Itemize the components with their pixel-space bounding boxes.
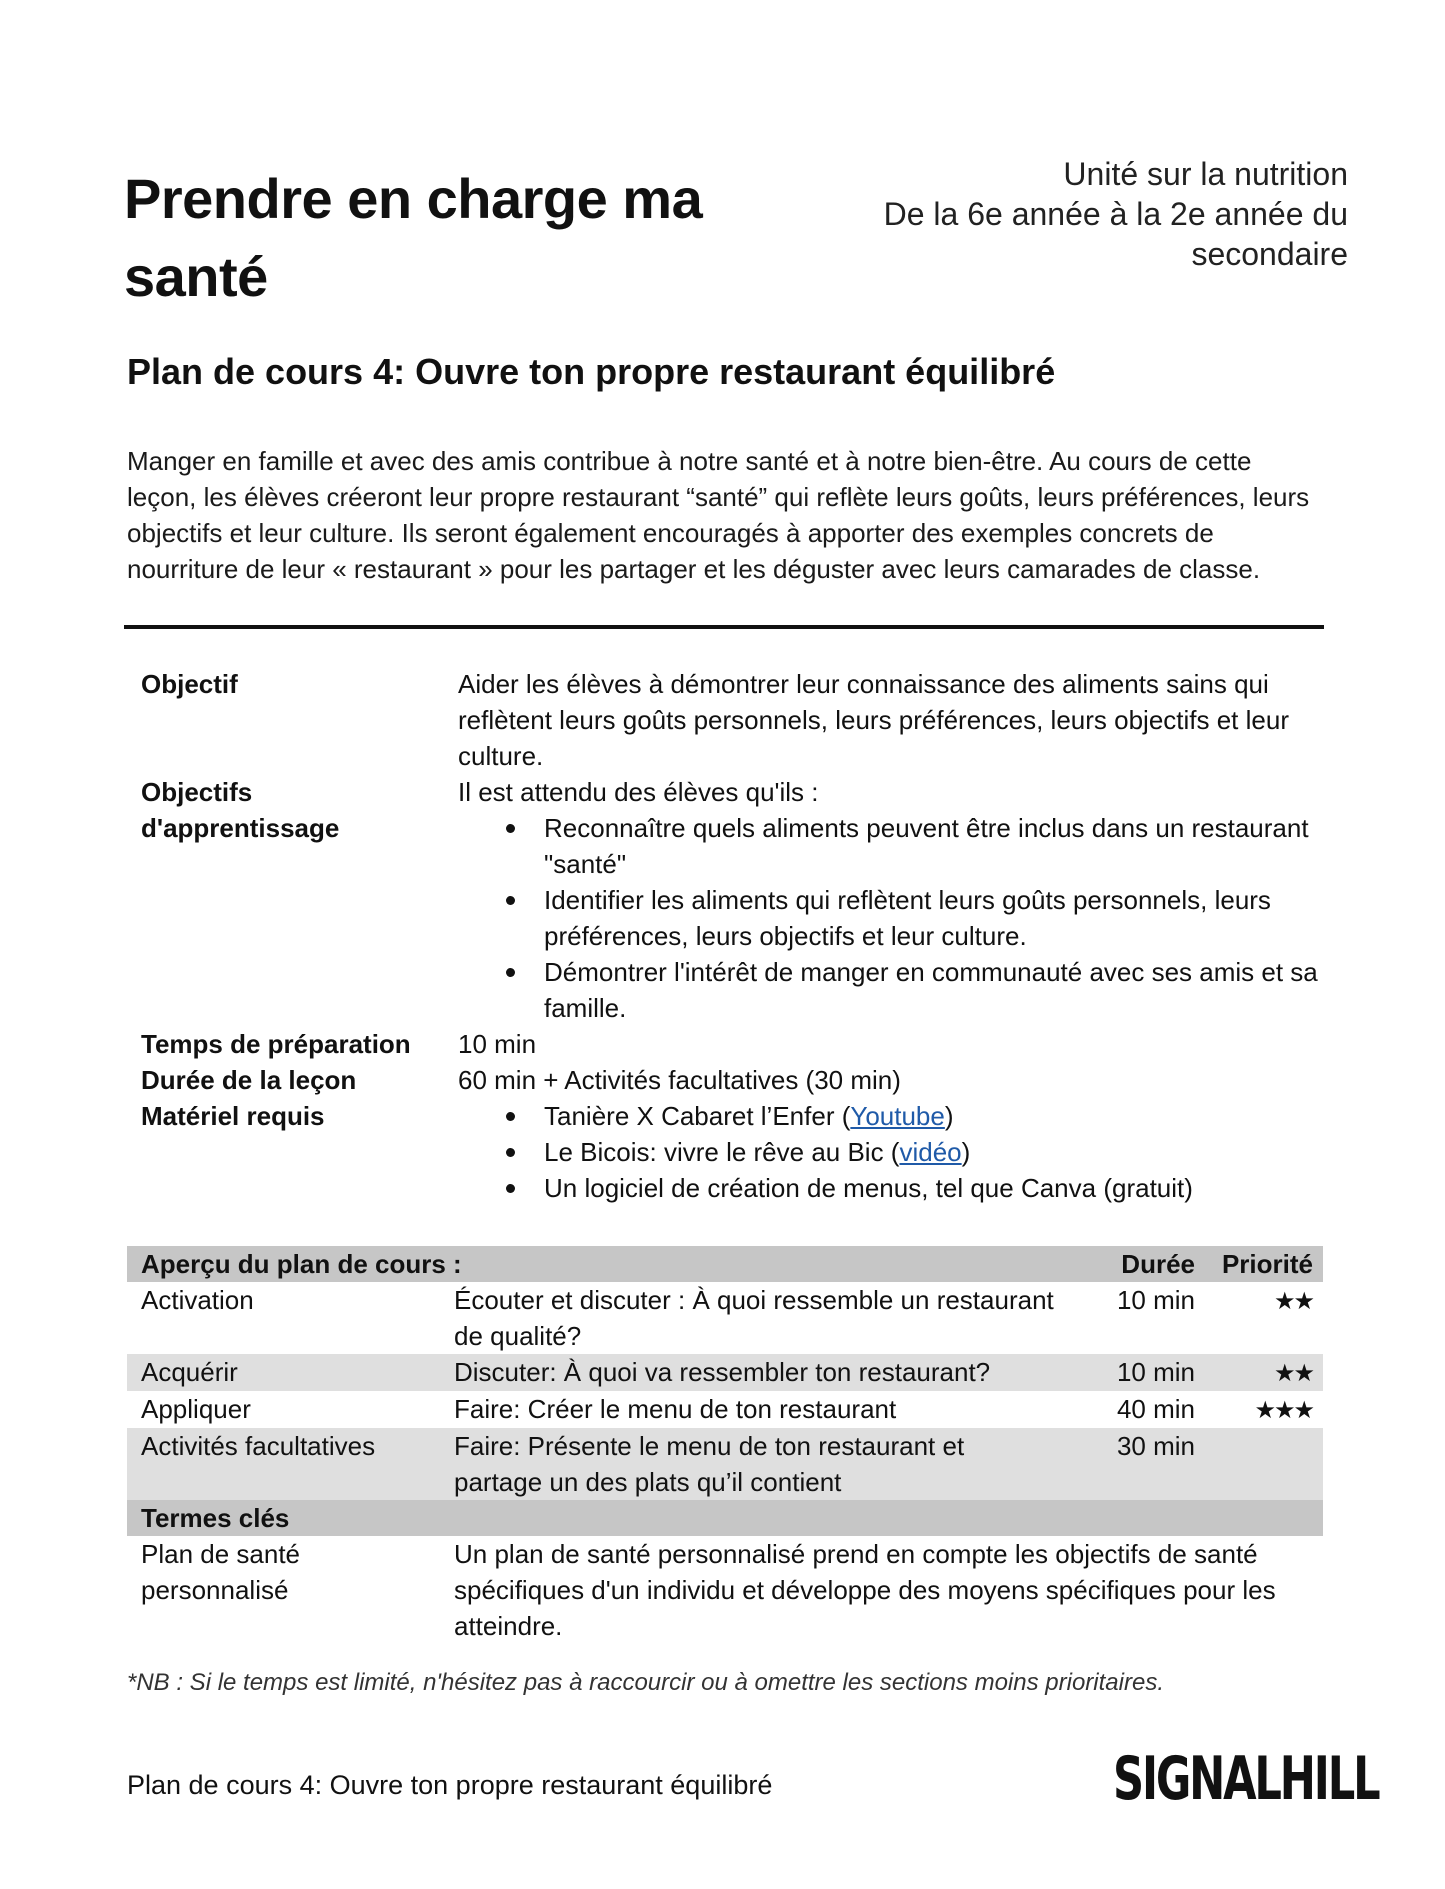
unit-info <box>788 154 1348 274</box>
duration-label: Durée de la leçon <box>141 1065 357 1095</box>
table-row <box>127 1391 1323 1428</box>
list-item: Tanière X Cabaret l’Enfer (Youtube) <box>458 1098 1321 1134</box>
lesson-info <box>141 666 1321 1206</box>
unit-line-3: secondaire <box>1191 236 1348 272</box>
table-row <box>127 1354 1323 1391</box>
plan-header-label: Aperçu du plan de cours : <box>127 1246 1057 1282</box>
priority-header: Priorité <box>1199 1246 1323 1282</box>
phase-cell: Acquérir <box>127 1354 454 1391</box>
materials-row <box>141 1098 1321 1206</box>
star-icon: ★★ <box>1273 1359 1313 1387</box>
term-definition: Un plan de santé personnalisé prend en compte les objectifs de santé spécifiques d'un individu et développe des moyens spécifiques pour les atteindre. <box>454 1539 1276 1641</box>
unit-line-2: De la 6e année à la 2e année du <box>883 196 1348 232</box>
list-item: Un logiciel de création de menus, tel que Canva (gratuit) <box>458 1170 1321 1206</box>
phase-cell: Appliquer <box>141 1394 251 1424</box>
activity-cell: Écouter et discuter : À quoi ressemble un restaurant de qualité? <box>454 1285 1054 1351</box>
table-row <box>127 1282 1323 1354</box>
priority-cell <box>1199 1391 1323 1428</box>
learning-intro: Il est attendu des élèves qu'ils : <box>458 777 819 807</box>
duration-row <box>141 1062 1321 1098</box>
learning-objectives-label: Objectifs d'apprentissage <box>141 777 340 843</box>
term-name: Plan de santé personnalisé <box>141 1539 301 1605</box>
signalhill-logo: SIGNALHILL <box>1113 1744 1379 1814</box>
duration-cell: 10 min <box>1116 1285 1195 1315</box>
prep-time-row <box>141 1026 1321 1062</box>
activity-cell: Faire: Créer le menu de ton restaurant <box>454 1394 897 1424</box>
lesson-plan-table <box>127 1246 1323 1650</box>
duration-cell: 40 min <box>1116 1394 1195 1424</box>
document-title <box>124 160 784 316</box>
materials-list <box>458 1098 1321 1206</box>
duration-cell: 30 min <box>1057 1428 1199 1500</box>
prep-time-value: 10 min <box>458 1029 537 1059</box>
learning-objectives-list <box>458 810 1321 1026</box>
duration-header: Durée <box>1057 1246 1199 1282</box>
duration-value: 60 min + Activités facultatives (30 min) <box>458 1065 901 1095</box>
table-row <box>127 1536 1323 1650</box>
plan-header-row <box>127 1246 1323 1282</box>
priority-cell <box>1199 1282 1323 1354</box>
learning-objectives-content <box>458 774 1321 1026</box>
learning-objectives-row <box>141 774 1321 1026</box>
section-divider <box>124 625 1324 629</box>
star-icon: ★★★ <box>1254 1396 1313 1424</box>
footer-text: Plan de cours 4: Ouvre ton propre restaurant équilibré <box>127 1770 773 1800</box>
objective-label: Objectif <box>141 669 238 699</box>
title-line-2: santé <box>124 245 268 308</box>
activity-cell: Faire: Présente le menu de ton restaurant et partage un des plats qu’il contient <box>454 1428 1057 1500</box>
phase-cell: Activités facultatives <box>127 1428 454 1500</box>
priority-cell <box>1199 1354 1323 1391</box>
priority-cell <box>1199 1428 1323 1500</box>
list-item: Identifier les aliments qui reflètent leurs goûts personnels, leurs préférences, leurs objectifs et leur culture. <box>458 882 1321 954</box>
title-line-1: Prendre en charge ma <box>124 167 703 230</box>
lesson-title: Plan de cours 4: Ouvre ton propre restaurant équilibré <box>127 351 1056 392</box>
priority-note: *NB : Si le temps est limité, n'hésitez pas à raccourcir ou à omettre les sections moins prioritaires. <box>127 1669 1164 1696</box>
activity-cell: Discuter: À quoi va ressembler ton restaurant? <box>454 1354 1057 1391</box>
youtube-link[interactable]: Youtube <box>850 1101 945 1131</box>
list-item: Reconnaître quels aliments peuvent être inclus dans un restaurant "santé" <box>458 810 1321 882</box>
materials-label: Matériel requis <box>141 1101 325 1131</box>
video-link[interactable]: vidéo <box>899 1137 962 1167</box>
table-row <box>127 1428 1323 1500</box>
unit-line-1: Unité sur la nutrition <box>1063 156 1348 192</box>
list-item: Le Bicois: vivre le rêve au Bic (vidéo) <box>458 1134 1321 1170</box>
phase-cell: Activation <box>141 1285 254 1315</box>
list-item: Démontrer l'intérêt de manger en communauté avec ses amis et sa famille. <box>458 954 1321 1026</box>
star-icon: ★★ <box>1273 1287 1313 1315</box>
key-terms-label: Termes clés <box>127 1500 1323 1536</box>
objective-row <box>141 666 1321 774</box>
duration-cell: 10 min <box>1057 1354 1199 1391</box>
prep-time-label: Temps de préparation <box>141 1029 411 1059</box>
intro-paragraph: Manger en famille et avec des amis contribue à notre santé et à notre bien-être. Au cours de cette leçon, les élèves créeront leur propre restaurant “santé” qui reflète leurs goûts, leurs préférences, leurs objectifs et leur culture. Ils seront également encouragés à apporter des exemples concrets de nourriture de leur « restaurant » pour les partager et les déguster avec leurs camarades de classe. <box>127 446 1310 584</box>
objective-text: Aider les élèves à démontrer leur connaissance des aliments sains qui reflètent leurs goûts personnels, leurs préférences, leurs objectifs et leur culture. <box>458 669 1289 771</box>
key-terms-header-row <box>127 1500 1323 1536</box>
